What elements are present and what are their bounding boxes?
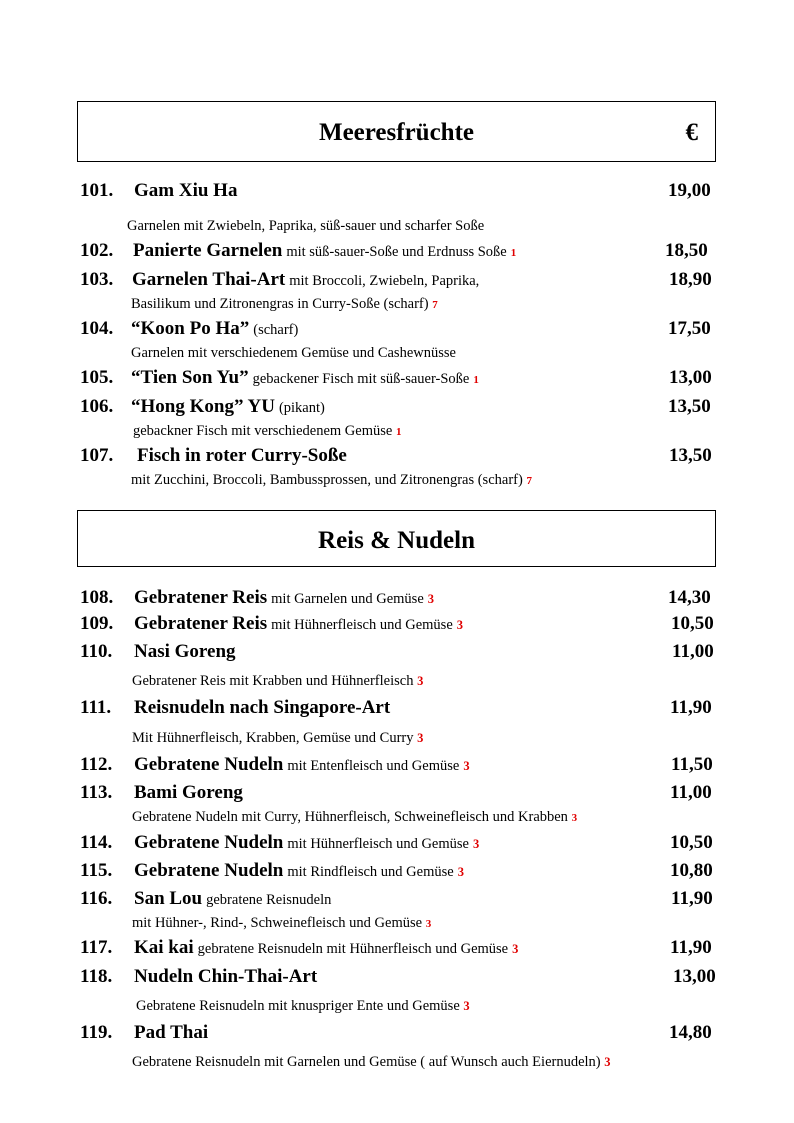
allergen-footnote: 7 (432, 299, 438, 311)
allergen-footnote: 3 (463, 759, 470, 773)
section-title: Meeresfrüchte (318, 119, 474, 146)
item-description (136, 998, 470, 1015)
section-header-reis-nudeln (77, 510, 716, 567)
item-price: 10,80 (670, 860, 713, 881)
item-title-line (132, 269, 479, 291)
item-name: Reisnudeln nach Singapore-Art (134, 697, 391, 718)
item-number: 103. (80, 269, 114, 290)
item-number: 101. (80, 180, 114, 201)
item-title-line (134, 587, 434, 609)
item-title-line (134, 754, 470, 776)
item-description-text: gebackner Fisch mit verschiedenem Gemüse (133, 423, 393, 439)
item-title-line (131, 318, 298, 340)
item-description-text: mit Hühner-, Rind-, Schweinefleisch und Gemüse (132, 915, 423, 931)
item-name: Panierte Garnelen (133, 240, 283, 261)
item-title-line (134, 832, 479, 854)
item-inline-description: (scharf) (253, 322, 299, 338)
currency-label: € (685, 119, 698, 146)
allergen-footnote: 3 (417, 731, 424, 745)
item-number: 106. (80, 396, 114, 417)
item-number: 104. (80, 318, 114, 339)
item-title-line (134, 966, 317, 988)
item-title-line (137, 445, 347, 467)
item-price: 10,50 (670, 832, 713, 853)
item-inline-description: mit Broccoli, Zwiebeln, Paprika, (289, 273, 480, 289)
item-description-text: Mit Hühnerfleisch, Krabben, Gemüse und Curry (132, 730, 414, 746)
item-inline-description: gebratene Reisnudeln (206, 892, 332, 908)
item-name: “Tien Son Yu” (131, 367, 249, 388)
item-name: Nasi Goreng (134, 641, 236, 662)
item-price: 13,50 (668, 396, 711, 417)
item-price: 13,00 (669, 367, 712, 388)
item-number: 112. (80, 754, 113, 775)
item-title-line (134, 697, 390, 719)
item-price: 18,50 (665, 240, 708, 261)
item-price: 13,00 (673, 966, 716, 987)
item-price: 11,00 (670, 782, 712, 803)
item-number: 102. (80, 240, 114, 261)
item-price: 14,30 (668, 587, 711, 608)
item-description (131, 296, 438, 313)
allergen-footnote: 3 (457, 865, 464, 879)
item-price: 11,90 (670, 697, 712, 718)
item-description (131, 472, 532, 489)
item-inline-description: mit süß-sauer-Soße und Erdnuss Soße (286, 244, 507, 260)
item-title-line (134, 782, 243, 804)
item-description (132, 1054, 611, 1071)
section-title: Reis & Nudeln (318, 527, 475, 554)
item-title-line (134, 1022, 208, 1044)
item-description-text: Garnelen mit Zwiebeln, Paprika, süß-sauer und scharfer Soße (127, 218, 485, 234)
item-price: 19,00 (668, 180, 711, 201)
allergen-footnote: 3 (472, 837, 480, 851)
item-name: San Lou (134, 888, 203, 909)
item-name: Bami Goreng (134, 782, 243, 803)
item-title-line (134, 888, 331, 910)
allergen-footnote: 7 (526, 475, 532, 487)
item-name: “Hong Kong” YU (131, 396, 275, 417)
item-name: Gebratener Reis (134, 613, 268, 634)
item-inline-description: mit Hühnerfleisch und Gemüse (287, 836, 469, 852)
item-inline-description: mit Hühnerfleisch und Gemüse (271, 617, 453, 633)
item-number: 113. (80, 782, 113, 803)
item-number: 117. (80, 937, 113, 958)
item-name: Kai kai (134, 937, 194, 958)
allergen-footnote: 3 (463, 999, 470, 1013)
item-name: Fisch in roter Curry-Soße (137, 445, 347, 466)
item-price: 11,90 (671, 888, 713, 909)
item-description (132, 673, 423, 690)
item-description-text: Gebratene Nudeln mit Curry, Hühnerfleisch, Schweinefleisch und Krabben (132, 809, 568, 825)
item-inline-description: mit Garnelen und Gemüse (271, 591, 424, 607)
item-description-text: mit Zucchini, Broccoli, Bambussprossen, und Zitronengras (scharf) (131, 472, 523, 488)
item-number: 110. (80, 641, 113, 662)
item-inline-description: mit Rindfleisch und Gemüse (287, 864, 454, 880)
item-number: 109. (80, 613, 114, 634)
item-number: 107. (80, 445, 114, 466)
item-description-text: Basilikum und Zitronengras in Curry-Soße (scharf) (131, 296, 429, 312)
item-number: 108. (80, 587, 114, 608)
allergen-footnote: 3 (456, 618, 464, 632)
item-name: Gebratener Reis (134, 587, 268, 608)
item-number: 119. (80, 1022, 113, 1043)
item-price: 11,00 (672, 641, 714, 662)
item-price: 18,90 (669, 269, 712, 290)
item-description (132, 915, 431, 932)
item-number: 105. (80, 367, 114, 388)
item-number: 114. (80, 832, 113, 853)
item-price: 17,50 (668, 318, 711, 339)
item-name: Nudeln Chin-Thai-Art (134, 966, 318, 987)
item-inline-description: (pikant) (278, 400, 325, 416)
item-price: 13,50 (669, 445, 712, 466)
item-title-line (134, 937, 518, 959)
allergen-footnote: 3 (604, 1055, 611, 1069)
item-description (132, 809, 577, 826)
item-description-text: Garnelen mit verschiedenem Gemüse und Cashewnüsse (131, 345, 456, 361)
item-description (127, 218, 484, 235)
item-name: Gebratene Nudeln (134, 832, 284, 853)
item-description-text: Gebratene Reisnudeln mit Garnelen und Gemüse ( auf Wunsch auch Eiernudeln) (132, 1054, 601, 1070)
item-number: 111. (80, 697, 112, 718)
allergen-footnote: 3 (417, 674, 424, 688)
allergen-footnote: 1 (473, 374, 479, 386)
item-price: 11,50 (671, 754, 713, 775)
allergen-footnote: 1 (395, 426, 402, 438)
item-description-text: Gebratener Reis mit Krabben und Hühnerfleisch (132, 673, 414, 689)
item-description (132, 730, 423, 747)
item-title-line (134, 641, 236, 663)
item-title-line (133, 240, 516, 262)
allergen-footnote: 3 (571, 812, 578, 824)
item-price: 11,90 (670, 937, 712, 958)
item-name: Garnelen Thai-Art (132, 269, 286, 290)
item-name: “Koon Po Ha” (131, 318, 250, 339)
item-number: 116. (80, 888, 113, 909)
item-name: Gebratene Nudeln (134, 860, 284, 881)
item-price: 14,80 (669, 1022, 712, 1043)
allergen-footnote: 3 (512, 942, 519, 956)
item-description (133, 423, 401, 440)
item-title-line (134, 860, 464, 882)
item-name: Gebratene Nudeln (134, 754, 284, 775)
item-number: 115. (80, 860, 113, 881)
item-inline-description: gebackener Fisch mit süß-sauer-Soße (252, 371, 470, 387)
allergen-footnote: 3 (427, 592, 435, 606)
item-title-line (134, 180, 237, 202)
item-inline-description: mit Entenfleisch und Gemüse (287, 758, 460, 774)
allergen-footnote: 3 (425, 918, 432, 930)
item-name: Pad Thai (134, 1022, 209, 1043)
item-title-line (134, 613, 463, 635)
item-title-line (131, 367, 479, 389)
item-title-line (131, 396, 325, 418)
section-header-meeresfruechte (77, 101, 716, 162)
item-description-text: Gebratene Reisnudeln mit knuspriger Ente und Gemüse (136, 998, 460, 1014)
item-description (131, 345, 456, 362)
allergen-footnote: 1 (510, 247, 517, 259)
item-name: Gam Xiu Ha (134, 180, 238, 201)
item-price: 10,50 (671, 613, 714, 634)
item-number: 118. (80, 966, 113, 987)
item-inline-description: gebratene Reisnudeln mit Hühnerfleisch und Gemüse (197, 941, 509, 957)
